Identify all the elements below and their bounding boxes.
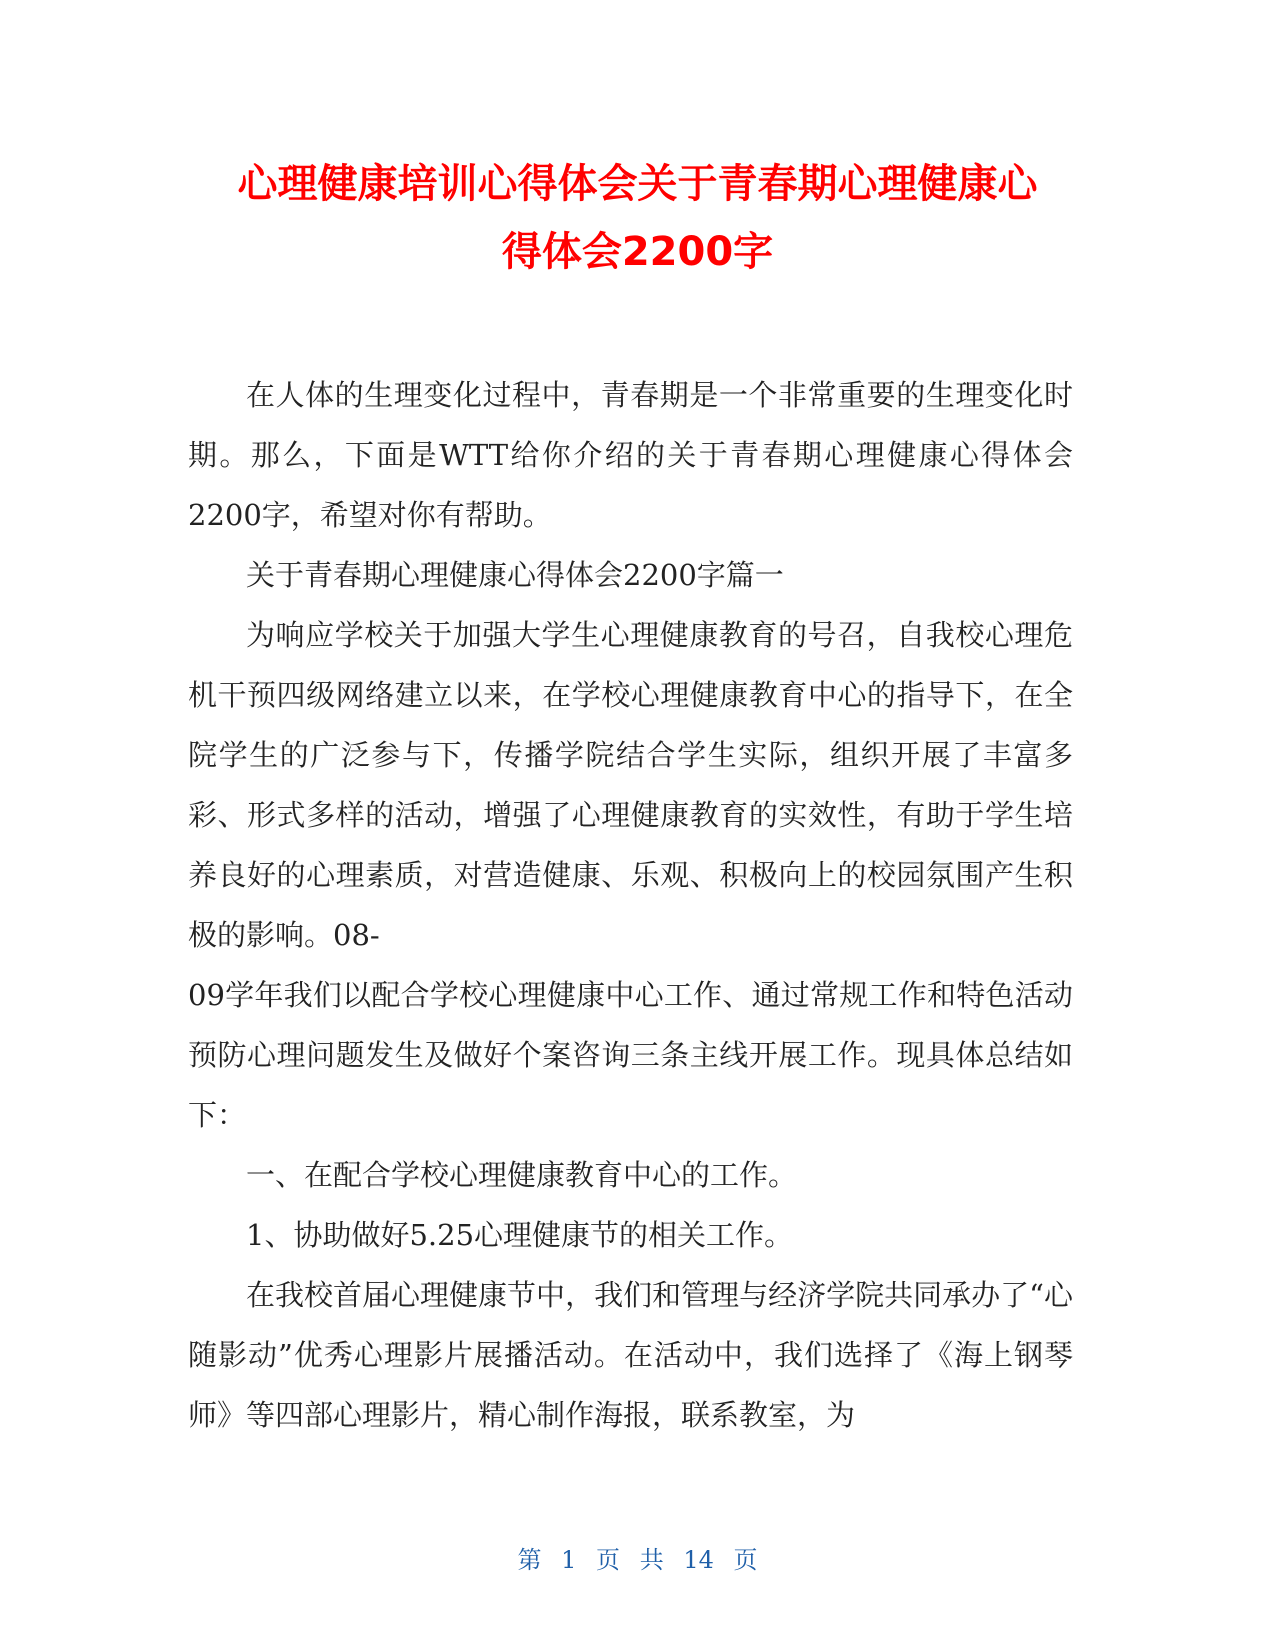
footer-prefix: 第 (517, 1546, 542, 1574)
footer-page-word: 页 (596, 1546, 621, 1574)
document-title (150, 150, 1125, 286)
subheading-one: 一、在配合学校心理健康教育中心的工作。 (246, 1158, 798, 1192)
footer-suffix: 页 (733, 1546, 758, 1574)
page-footer (0, 1540, 1275, 1575)
paragraph-continuation: 09学年我们以配合学校心理健康中心工作、通过常规工作和特色活动预防心理问题发生及做好个案咨询三条主线开展工作。现具体总结如下： (188, 978, 1073, 1132)
title-line-2: 得体会2200字 (501, 229, 774, 275)
footer-total-prefix: 共 (639, 1546, 664, 1574)
paragraph-body: 为响应学校关于加强大学生心理健康教育的号召，自我校心理危机干预四级网络建立以来，在学校心理健康教育中心的指导下，在全院学生的广泛参与下，传播学院结合学生实际，组织开展了丰富多彩、形式多样的活动，增强了心理健康教育的实效性，有助于学生培养良好的心理素质，对营造健康、乐观、积极向上的校园氛围产生积极的影响。08- (188, 618, 1073, 952)
section-heading: 关于青春期心理健康心得体会2200字篇一 (246, 558, 784, 592)
title-line-1: 心理健康培训心得体会关于青春期心理健康心 (237, 161, 1038, 207)
list-item-one: 1、协助做好5.25心理健康节的相关工作。 (246, 1218, 794, 1252)
paragraph-intro: 在人体的生理变化过程中，青春期是一个非常重要的生理变化时期。那么，下面是WTT给你介绍的关于青春期心理健康心得体会2200字，希望对你有帮助。 (188, 378, 1073, 532)
footer-total-pages: 14 (683, 1546, 714, 1574)
document-body (188, 365, 1073, 1445)
footer-current-page: 1 (561, 1546, 577, 1574)
paragraph-event: 在我校首届心理健康节中，我们和管理与经济学院共同承办了“心随影动”优秀心理影片展播活动。在活动中，我们选择了《海上钢琴师》等四部心理影片，精心制作海报，联系教室，为 (188, 1278, 1073, 1432)
